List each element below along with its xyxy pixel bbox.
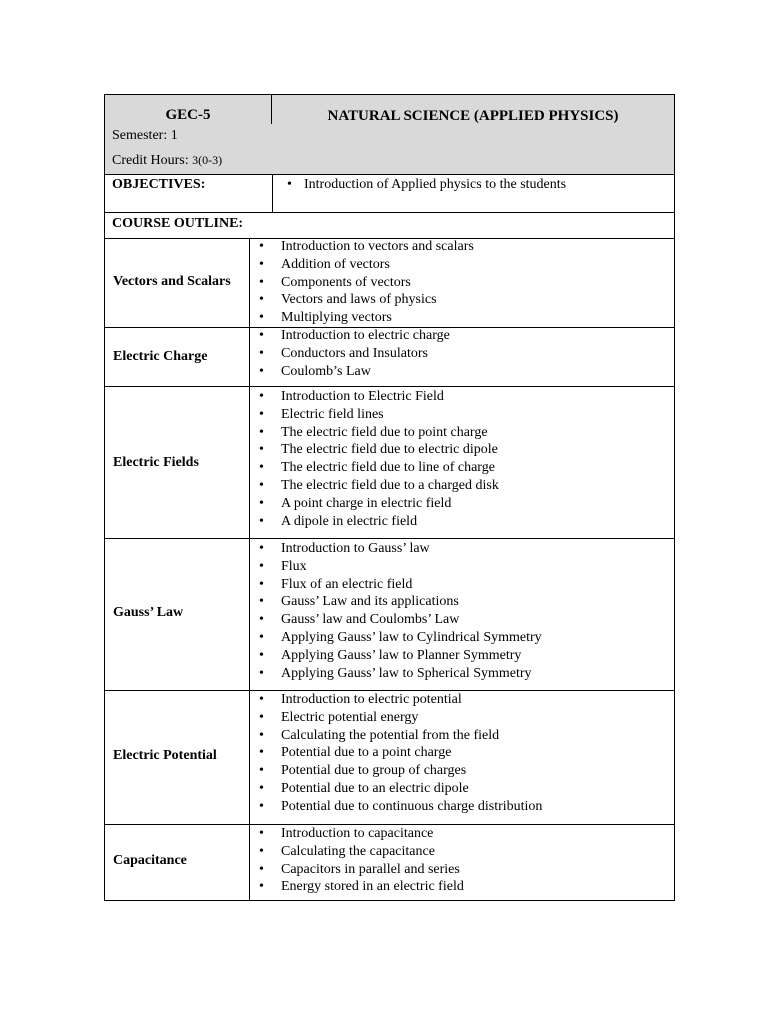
topic-title: Gauss’ Law (113, 605, 184, 620)
topic-item-list (281, 388, 499, 530)
topic-row (104, 538, 675, 691)
credit-hours-row (104, 149, 675, 175)
topic-item: • Flux (281, 558, 542, 576)
course-outline-row (104, 212, 675, 239)
objectives-row (104, 174, 675, 213)
topic-item: • Potential due to an electric dipole (281, 780, 542, 798)
topic-title: Capacitance (113, 853, 187, 868)
topic-item: • Introduction to vectors and scalars (281, 238, 474, 256)
topic-row (104, 690, 675, 825)
course-title: NATURAL SCIENCE (APPLIED PHYSICS) (327, 108, 619, 124)
topic-item: • Applying Gauss’ law to Cylindrical Symmetry (281, 629, 542, 647)
topic-item: • Potential due to continuous charge distribution (281, 798, 542, 816)
course-outline-label: COURSE OUTLINE: (112, 216, 244, 231)
objectives-label: OBJECTIVES: (112, 177, 206, 192)
course-code: GEC-5 (105, 95, 272, 124)
topic-row (104, 824, 675, 901)
topic-row (104, 238, 675, 328)
course-header-row (104, 94, 675, 125)
topic-item: • Applying Gauss’ law to Spherical Symmetry (281, 665, 542, 683)
topic-title: Electric Potential (113, 748, 217, 763)
topic-item: • Introduction to electric potential (281, 691, 542, 709)
topic-item: • The electric field due to line of charge (281, 459, 499, 477)
topic-item: • Addition of vectors (281, 256, 474, 274)
topic-item: • Calculating the capacitance (281, 843, 464, 861)
column-divider (249, 386, 250, 538)
credit-hours-label: Credit Hours: (112, 153, 193, 168)
topic-title: Vectors and Scalars (113, 274, 231, 289)
topic-item: • Potential due to a point charge (281, 744, 542, 762)
topic-item: • Multiplying vectors (281, 309, 474, 327)
semester-row (104, 124, 675, 150)
topic-item: • Introduction to Gauss’ law (281, 540, 542, 558)
topic-item: • Potential due to group of charges (281, 762, 542, 780)
topic-item: • The electric field due to point charge (281, 424, 499, 442)
column-divider (249, 690, 250, 824)
topic-item: • Electric field lines (281, 406, 499, 424)
topic-row (104, 386, 675, 539)
topic-item: • A dipole in electric field (281, 513, 499, 531)
objective-item: Introduction of Applied physics to the students (304, 177, 567, 192)
column-divider (249, 327, 250, 386)
topic-item: • Capacitors in parallel and series (281, 861, 464, 879)
topic-item: • Conductors and Insulators (281, 345, 450, 363)
topic-item: • Flux of an electric field (281, 576, 542, 594)
topic-title: Electric Charge (113, 349, 208, 364)
topic-title: Electric Fields (113, 455, 199, 470)
column-divider (249, 238, 250, 327)
topic-item: • The electric field due to electric dipole (281, 441, 499, 459)
column-divider (249, 538, 250, 690)
topic-item: • A point charge in electric field (281, 495, 499, 513)
topic-row (104, 327, 675, 387)
column-divider (272, 174, 273, 212)
column-divider (249, 824, 250, 900)
topic-item-list (281, 327, 450, 380)
topic-item: • Gauss’ law and Coulombs’ Law (281, 611, 542, 629)
topic-item: • Introduction to Electric Field (281, 388, 499, 406)
credit-hours-value: 3(0-3) (192, 153, 223, 167)
topic-item: • Coulomb’s Law (281, 363, 450, 381)
topic-item: • Gauss’ Law and its applications (281, 593, 542, 611)
topic-item: • Applying Gauss’ law to Planner Symmetry (281, 647, 542, 665)
topic-item: • Electric potential energy (281, 709, 542, 727)
topic-item: • The electric field due to a charged disk (281, 477, 499, 495)
bullet-icon: • (287, 177, 292, 192)
topic-item-list (281, 825, 464, 896)
topic-item: • Energy stored in an electric field (281, 878, 464, 896)
semester-text: Semester: 1 (112, 128, 178, 143)
topic-item: • Components of vectors (281, 274, 474, 292)
topic-item: • Vectors and laws of physics (281, 291, 474, 309)
topic-item-list (281, 540, 542, 682)
topic-item: • Calculating the potential from the field (281, 727, 542, 745)
topic-item: • Introduction to electric charge (281, 327, 450, 345)
topic-item-list (281, 238, 474, 327)
credit-hours-text (112, 153, 222, 169)
topic-item: • Introduction to capacitance (281, 825, 464, 843)
topic-item-list (281, 691, 542, 816)
